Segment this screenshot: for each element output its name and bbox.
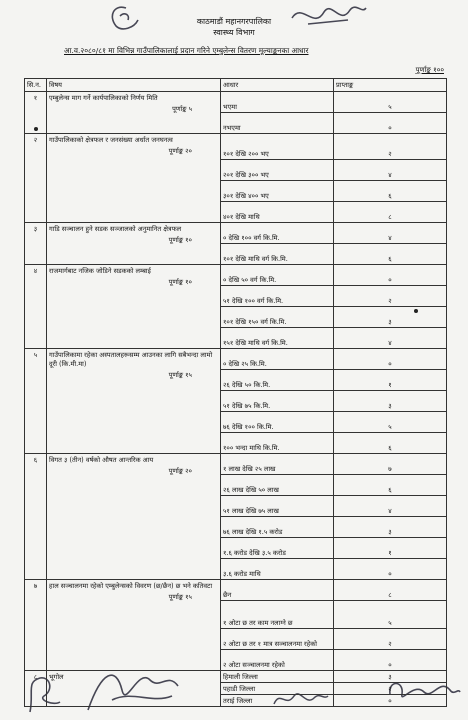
score-cell: ६ bbox=[334, 181, 447, 202]
section-topic bbox=[47, 349, 221, 454]
basis-cell: ३०१ देखि ४०० भए bbox=[221, 181, 334, 202]
topic-text: भूगोल bbox=[49, 673, 64, 681]
score-cell: ० bbox=[334, 349, 447, 370]
section-full-marks: पूर्णाङ्क १० bbox=[168, 278, 192, 286]
section-full-marks: पूर्णाङ्क २० bbox=[168, 467, 192, 475]
section-topic bbox=[47, 223, 221, 265]
basis-cell: २ ओटा छ तर १ मात्र सञ्चालनमा रहेको bbox=[221, 629, 334, 650]
basis-cell: ३.६ करोड माथि bbox=[221, 559, 334, 580]
section-number: ८ bbox=[25, 671, 47, 707]
total-marks: पूर्णाङ्क १०० bbox=[415, 66, 444, 74]
table-row bbox=[25, 349, 447, 370]
score-cell: ४ bbox=[334, 328, 447, 349]
score-cell: २ bbox=[334, 286, 447, 307]
basis-cell: ० देखि १०० वर्ग कि.मि. bbox=[221, 223, 334, 244]
table-row bbox=[25, 454, 447, 475]
topic-text: हाल सञ्चालनमा रहेको एम्बुलेन्सको विवरण (छ/छैन) छ भने कतिवटा bbox=[49, 582, 213, 590]
table-body bbox=[25, 92, 447, 707]
section-number: ४ bbox=[25, 265, 47, 349]
score-cell: ० bbox=[334, 695, 447, 707]
col-header-basis: आधार bbox=[221, 79, 334, 92]
section-topic bbox=[47, 454, 221, 580]
section-number: १ bbox=[25, 92, 47, 134]
col-header-score: प्राप्ताङ्क bbox=[334, 79, 447, 92]
topic-text: गाउँपालिकामा रहेका अस्पतालहरूसम्म आउनका लागि सबैभन्दा लामो दूरी (कि.मी.मा) bbox=[49, 351, 213, 368]
table-row bbox=[25, 223, 447, 244]
score-cell: ० bbox=[334, 650, 447, 671]
basis-cell: ४०१ देखि माथि bbox=[221, 202, 334, 223]
score-cell: ३ bbox=[334, 307, 447, 328]
section-full-marks: पूर्णाङ्क १५ bbox=[168, 593, 192, 601]
topic-text: गाउँपालिकाको क्षेत्रफल र जनसंख्या अर्धात जनघनत्व bbox=[49, 136, 173, 144]
basis-cell: ० देखि ५० वर्ग कि.मि. bbox=[221, 265, 334, 286]
section-topic bbox=[47, 265, 221, 349]
score-cell: १ bbox=[334, 370, 447, 391]
basis-cell: हिमाली जिल्ला bbox=[221, 671, 334, 683]
basis-cell: १ ओटा छ तर काम नलाग्ने छ bbox=[221, 601, 334, 629]
basis-cell: ५१ देखि १०० वर्ग कि.मि. bbox=[221, 286, 334, 307]
basis-cell: तराई जिल्ला bbox=[221, 695, 334, 707]
score-cell: ० bbox=[334, 559, 447, 580]
basis-cell: ५१ देखि ७५ कि.मि. bbox=[221, 391, 334, 412]
topic-text: एम्बुलेन्स माग गर्ने कार्यपालिकाको निर्णय मिति bbox=[49, 94, 158, 102]
basis-cell: २६ लाख देखि ५० लाख bbox=[221, 475, 334, 496]
score-cell: ५ bbox=[334, 601, 447, 629]
basis-cell: १०० भन्दा माथि कि.मि. bbox=[221, 433, 334, 454]
section-full-marks: पूर्णाङ्क ५ bbox=[172, 105, 192, 113]
basis-cell: ० देखि २५ कि.मि. bbox=[221, 349, 334, 370]
score-cell: ६ bbox=[334, 433, 447, 454]
basis-cell: १ लाख देखि २५ लाख bbox=[221, 454, 334, 475]
section-full-marks: पूर्णाङ्क २० bbox=[168, 147, 192, 155]
basis-cell: २०१ देखि ३०० भए bbox=[221, 160, 334, 181]
score-cell: ८ bbox=[334, 202, 447, 223]
score-cell: ५ bbox=[334, 92, 447, 113]
topic-text: राजमार्गबाट नजिक जोडिने सडकको लम्बाई bbox=[49, 267, 151, 275]
table-header-row bbox=[25, 79, 447, 92]
basis-cell: २ ओटा सञ्चालनमा रहेको bbox=[221, 650, 334, 671]
evaluation-table bbox=[24, 78, 447, 707]
section-topic bbox=[47, 671, 221, 707]
table-row bbox=[25, 580, 447, 601]
section-number: ५ bbox=[25, 349, 47, 454]
basis-cell: ७६ देखि १०० कि.मि. bbox=[221, 412, 334, 433]
section-topic bbox=[47, 92, 221, 134]
department-name: स्वास्थ्य विभाग bbox=[213, 28, 255, 37]
signature-top-left bbox=[104, 2, 148, 36]
score-cell: २ bbox=[334, 629, 447, 650]
section-number: २ bbox=[25, 134, 47, 223]
basis-cell: १०१ देखि १५० वर्ग कि.मि. bbox=[221, 307, 334, 328]
basis-cell: ५१ लाख देखि ७५ लाख bbox=[221, 496, 334, 517]
score-cell: १ bbox=[334, 538, 447, 559]
section-number: ३ bbox=[25, 223, 47, 265]
basis-cell: ७६ लाख देखि १.५ करोड bbox=[221, 517, 334, 538]
basis-cell: १०१ देखि माथि वर्ग कि.मि. bbox=[221, 244, 334, 265]
score-cell: ३ bbox=[334, 517, 447, 538]
score-cell: ५ bbox=[334, 412, 447, 433]
score-cell: ८ bbox=[334, 580, 447, 601]
score-cell: ६ bbox=[334, 475, 447, 496]
score-cell: ० bbox=[334, 113, 447, 134]
signature-top-right bbox=[288, 0, 368, 36]
basis-cell: छैन bbox=[221, 580, 334, 601]
org-name: काठमाडौं महानगरपालिका bbox=[196, 17, 272, 26]
basis-cell: पहाडी जिल्ला bbox=[221, 683, 334, 695]
score-cell: ३ bbox=[334, 671, 447, 683]
topic-text: विगत ३ (तीन) वर्षको औषत आन्तरिक आय bbox=[49, 456, 154, 464]
section-topic bbox=[47, 134, 221, 223]
basis-cell: १०१ देखि २०० भए bbox=[221, 134, 334, 160]
score-cell: २ bbox=[334, 134, 447, 160]
score-cell: ३ bbox=[334, 391, 447, 412]
section-full-marks: पूर्णाङ्क १५ bbox=[168, 371, 192, 379]
basis-cell: १.६ करोड देखि ३.५ करोड bbox=[221, 538, 334, 559]
score-cell: ४ bbox=[334, 223, 447, 244]
score-cell: २ bbox=[334, 683, 447, 695]
score-cell: ० bbox=[334, 265, 447, 286]
section-full-marks: पूर्णाङ्क १० bbox=[168, 236, 192, 244]
score-cell: ६ bbox=[334, 244, 447, 265]
score-cell: ७ bbox=[334, 454, 447, 475]
col-header-topic: विषय bbox=[47, 79, 221, 92]
table-row bbox=[25, 265, 447, 286]
col-header-sn: सि.न. bbox=[25, 79, 47, 92]
table-row bbox=[25, 134, 447, 160]
basis-cell: १५१ देखि माथि वर्ग कि.मि. bbox=[221, 328, 334, 349]
section-number: ७ bbox=[25, 580, 47, 671]
topic-text: गाडि सञ्चालन हुने सडक सञ्जालको अनुमानित क्षेत्रफल bbox=[49, 225, 182, 233]
section-topic bbox=[47, 580, 221, 671]
basis-cell: २६ देखि ५० कि.मि. bbox=[221, 370, 334, 391]
table-row bbox=[25, 92, 447, 113]
document-subject: आ.व.२०८०/८१ मा विभिन्न गाउँपालिकालाई प्रदान गरिने एम्बुलेन्स वितरण मूल्याङ्कनका आधार bbox=[64, 46, 309, 55]
basis-cell: नभएमा bbox=[221, 113, 334, 134]
section-number: ६ bbox=[25, 454, 47, 580]
score-cell: ४ bbox=[334, 496, 447, 517]
score-cell: ४ bbox=[334, 160, 447, 181]
basis-cell: भएमा bbox=[221, 92, 334, 113]
table-row bbox=[25, 671, 447, 683]
